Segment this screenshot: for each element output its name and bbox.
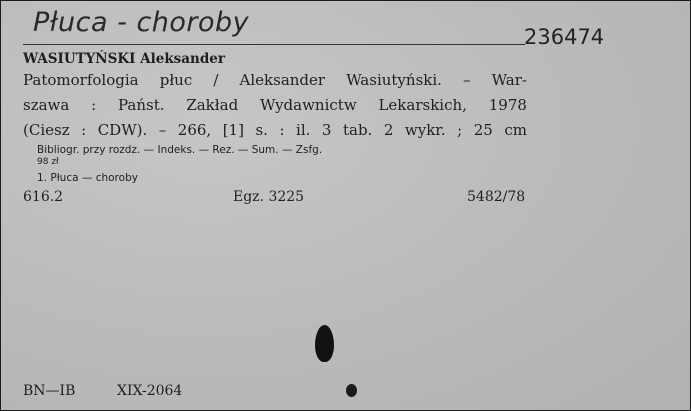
- word: War-: [491, 71, 527, 89]
- word: (Ciesz: [23, 121, 70, 139]
- word: –: [158, 121, 167, 139]
- footer-code-right: XIX-2064: [117, 383, 183, 399]
- punch-hole: [346, 384, 357, 397]
- word: :: [91, 96, 97, 114]
- subject-tracing: 1. Płuca — choroby: [37, 172, 138, 184]
- catalog-number: 5482/78: [467, 189, 526, 205]
- word: 266,: [177, 121, 212, 139]
- word: szawa: [23, 96, 70, 114]
- accession-number: 236474: [524, 25, 605, 49]
- word: Państ.: [117, 96, 165, 114]
- bibliography-note: Bibliogr. przy rozdz. — Indeks. — Rez. — Sum. — Zsfg.: [37, 144, 323, 156]
- word: Lekarskich,: [378, 96, 467, 114]
- word: 25: [473, 121, 493, 139]
- handwritten-heading: Płuca - choroby: [33, 7, 250, 38]
- copy-number: Egz. 3225: [233, 189, 305, 205]
- word: [1]: [222, 121, 244, 139]
- word: Zakład: [186, 96, 239, 114]
- word: Wydawnictw: [259, 96, 357, 114]
- description-line-3: [23, 121, 527, 139]
- punch-hole: [315, 325, 334, 362]
- heading-rule: [23, 44, 525, 45]
- word: il.: [296, 121, 311, 139]
- description-line-2: [23, 96, 527, 114]
- word: ;: [457, 121, 463, 139]
- word: s.: [255, 121, 268, 139]
- word: Aleksander: [239, 71, 326, 89]
- word: CDW).: [97, 121, 148, 139]
- price: 98 zł: [37, 157, 59, 167]
- word: 3: [321, 121, 332, 139]
- word: płuc: [159, 71, 193, 89]
- word: Wasiutyński.: [346, 71, 442, 89]
- description-line-1: [23, 71, 527, 89]
- word: :: [81, 121, 87, 139]
- word: Patomorfologia: [23, 71, 139, 89]
- footer-code-left: BN—IB: [23, 383, 76, 399]
- word: 2: [383, 121, 394, 139]
- author-heading: WASIUTYŃSKI Aleksander: [23, 51, 225, 67]
- word: wykr.: [404, 121, 446, 139]
- word: 1978: [488, 96, 527, 114]
- word: tab.: [342, 121, 373, 139]
- classification-number: 616.2: [23, 189, 64, 205]
- word: –: [463, 71, 471, 89]
- word: :: [279, 121, 285, 139]
- word: cm: [504, 121, 527, 139]
- word: /: [213, 71, 219, 89]
